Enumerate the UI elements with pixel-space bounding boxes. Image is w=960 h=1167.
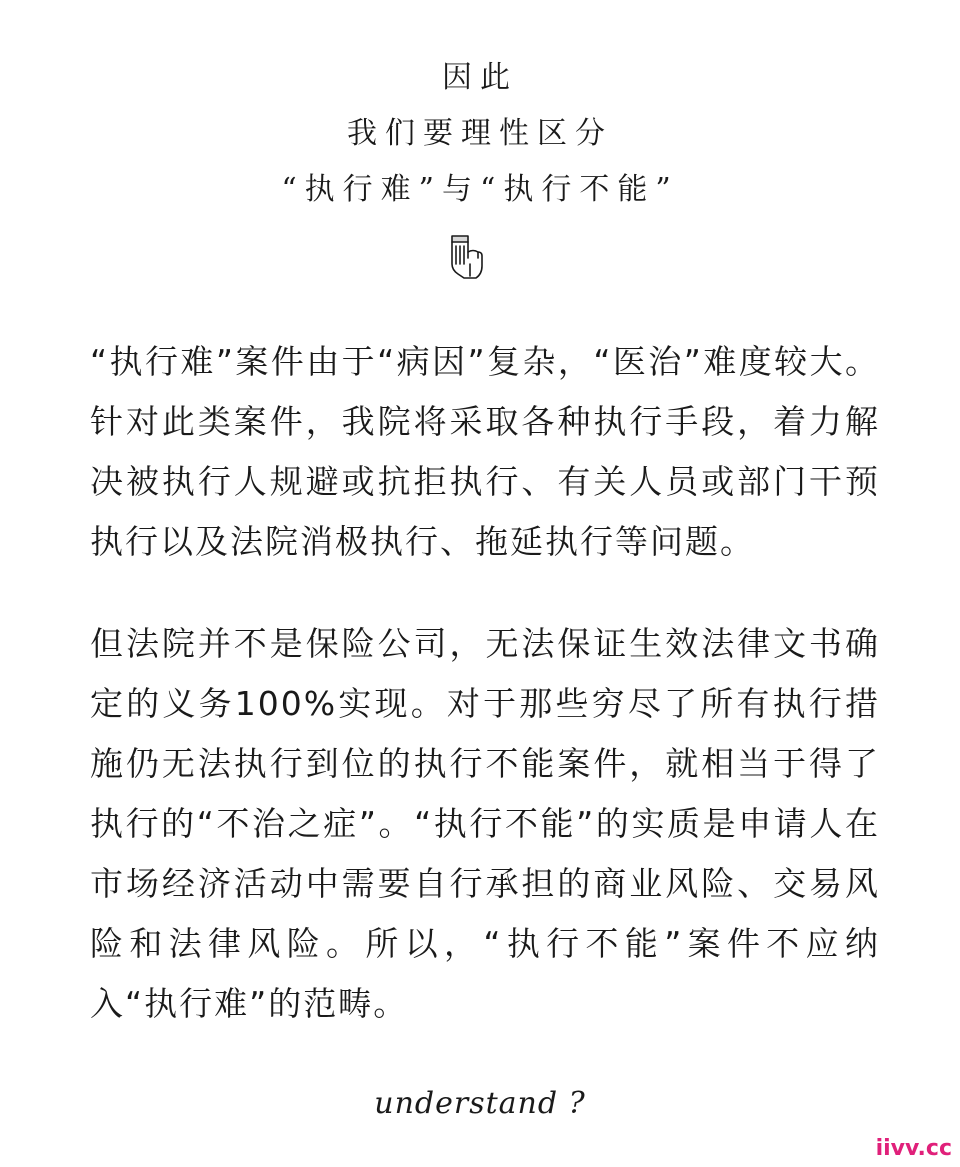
paragraph-2: 但法院并不是保险公司，无法保证生效法律文书确定的义务100%实现。对于那些穷尽了所有执行措施仍无法执行到位的执行不能案件，就相当于得了执行的“不治之症”。“执行不能”的实质是申请人在市场经济活动中需要自行承担的商业风险、交易风险和法律风险。所以，“执行不能”案件不应纳入“执行难”的范畴。	[90, 624, 880, 1023]
footer-understand-text: understand ?	[374, 1086, 586, 1121]
heading-line-2: 我们要理性区分	[347, 116, 613, 151]
heading-line-1: 因此	[442, 60, 518, 95]
watermark: iivv.cc	[875, 1136, 952, 1161]
heading-line-3: “执行难”与“执行不能”	[281, 172, 679, 207]
pointing-down-hand-icon	[446, 234, 488, 280]
paragraph-1: “执行难”案件由于“病因”复杂，“医治”难度较大。针对此类案件，我院将采取各种执行手段，着力解决被执行人规避或抗拒执行、有关人员或部门干预执行以及法院消极执行、拖延执行等问题。	[90, 342, 880, 561]
